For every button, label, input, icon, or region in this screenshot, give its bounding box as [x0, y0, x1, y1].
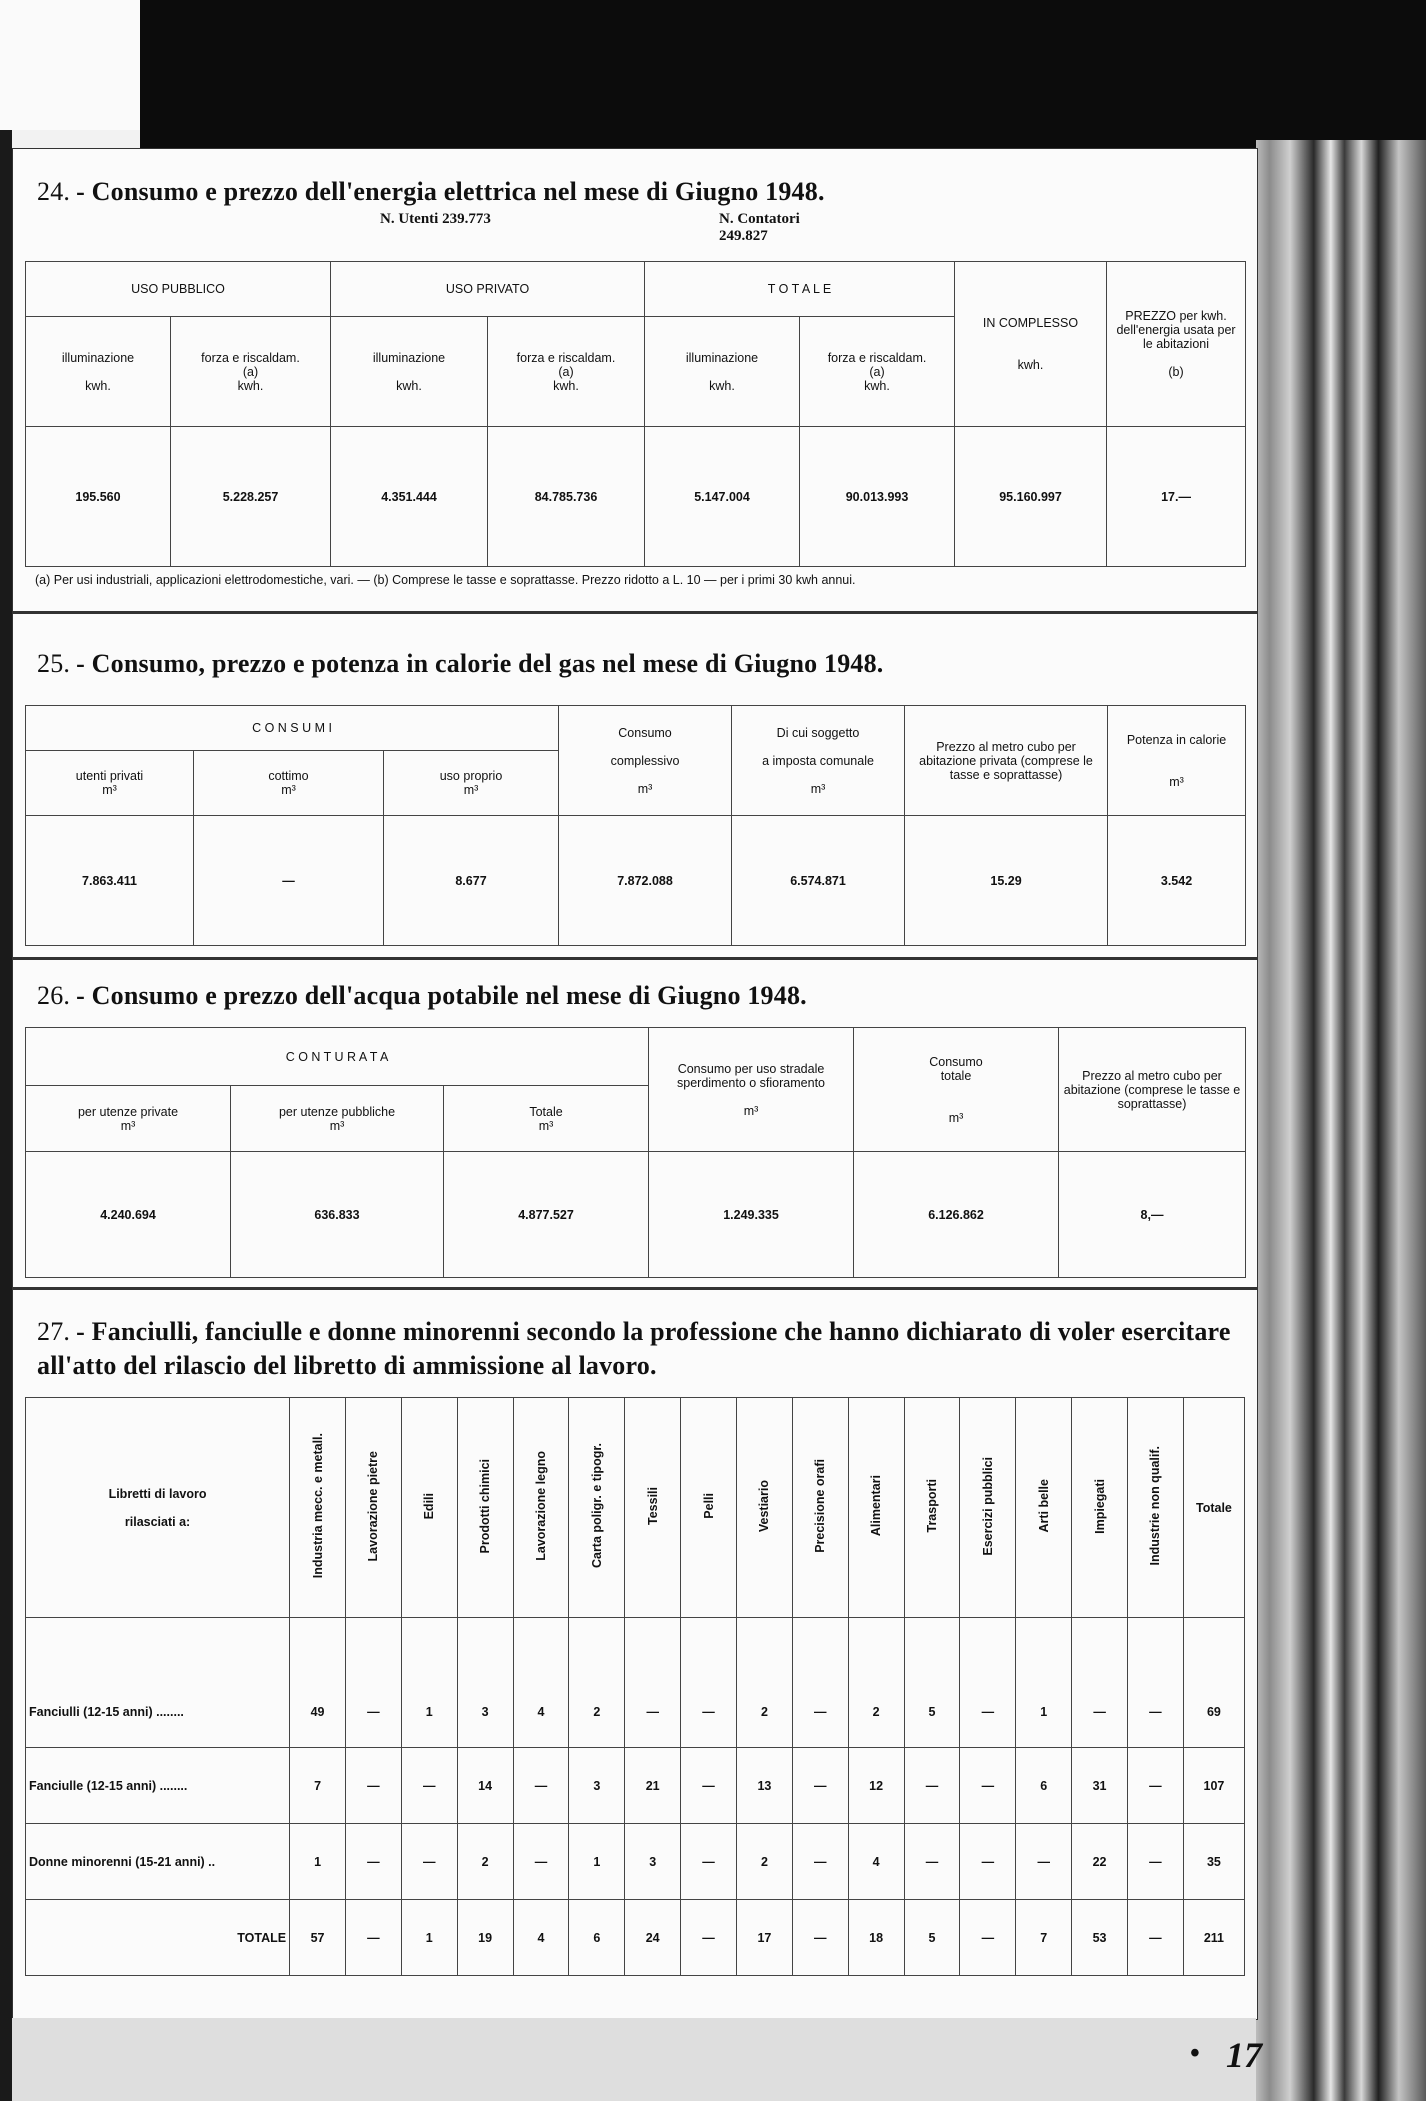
- col-header-profession: Vestiario: [736, 1398, 792, 1618]
- value-cell: 1: [401, 1618, 457, 1748]
- table-gas: [25, 705, 1246, 946]
- value-cell: 8,—: [1059, 1152, 1246, 1278]
- col-tot-forza: forza e riscaldam. (a) kwh.: [800, 317, 955, 427]
- document-page: [12, 148, 1258, 2020]
- value-cell: —: [345, 1824, 401, 1900]
- value-cell: 636.833: [231, 1152, 444, 1278]
- value-cell: 4: [513, 1900, 569, 1976]
- value-cell: —: [194, 816, 384, 946]
- value-cell: 95.160.997: [955, 427, 1107, 567]
- value-cell: 12: [848, 1748, 904, 1824]
- row-label: Fanciulle (12-15 anni) ........: [26, 1748, 290, 1824]
- page-number: 17: [1226, 2035, 1262, 2075]
- value-cell: —: [401, 1824, 457, 1900]
- table-row: [26, 1824, 1245, 1900]
- value-cell: —: [960, 1748, 1016, 1824]
- value-cell: 3: [569, 1748, 625, 1824]
- value-cell: —: [1128, 1748, 1184, 1824]
- value-cell: 7.872.088: [559, 816, 732, 946]
- col-header-profession: Industria mecc. e metall.: [290, 1398, 346, 1618]
- value-cell: 22: [1072, 1824, 1128, 1900]
- value-cell: 5.147.004: [645, 427, 800, 567]
- row-label: TOTALE: [26, 1900, 290, 1976]
- value-cell: 84.785.736: [488, 427, 645, 567]
- value-cell: 5.228.257: [171, 427, 331, 567]
- value-cell: 2: [736, 1618, 792, 1748]
- col-header-profession: Edili: [401, 1398, 457, 1618]
- value-cell: 17.—: [1107, 427, 1246, 567]
- col-prezzo-acqua: Prezzo al metro cubo per abitazione (comprese le tasse e soprattasse): [1059, 1028, 1246, 1152]
- section-27: [37, 1315, 1237, 1383]
- value-cell: 1: [290, 1824, 346, 1900]
- divider: [13, 957, 1257, 960]
- col-header-profession: Industrie non qualif.: [1128, 1398, 1184, 1618]
- value-cell: —: [1016, 1824, 1072, 1900]
- section-27-title: 27. - Fanciulli, fanciulle e donne minorenni secondo la professione che hanno dichiarato di voler esercitare all'atto del rilascio del libretto di ammissione al lavoro.: [37, 1317, 1231, 1380]
- value-cell: 3.542: [1108, 816, 1246, 946]
- value-cell: 53: [1072, 1900, 1128, 1976]
- value-cell: 7: [1016, 1900, 1072, 1976]
- value-cell: 19: [457, 1900, 513, 1976]
- row-total: 35: [1183, 1824, 1244, 1900]
- value-cell: 15.29: [905, 816, 1108, 946]
- col-consumo-complessivo: Consumo complessivo m³: [559, 706, 732, 816]
- row-total: 211: [1183, 1900, 1244, 1976]
- value-cell: —: [792, 1900, 848, 1976]
- value-cell: —: [345, 1618, 401, 1748]
- col-header-profession: Impiegati: [1072, 1398, 1128, 1618]
- value-cell: —: [960, 1824, 1016, 1900]
- value-cell: —: [681, 1618, 737, 1748]
- value-cell: 4: [513, 1618, 569, 1748]
- col-header-profession: Carta poligr. e tipogr.: [569, 1398, 625, 1618]
- value-cell: 57: [290, 1900, 346, 1976]
- value-cell: —: [1128, 1618, 1184, 1748]
- value-cell: —: [792, 1824, 848, 1900]
- section-24: [37, 177, 825, 244]
- value-cell: —: [960, 1900, 1016, 1976]
- value-cell: 24: [625, 1900, 681, 1976]
- value-cell: 90.013.993: [800, 427, 955, 567]
- col-tot-illum: illuminazione kwh.: [645, 317, 800, 427]
- footnote-electricity: (a) Per usi industriali, applicazioni elettrodomestiche, vari. — (b) Comprese le tasse e soprattasse. Prezzo ridotto a L. 10 — per i primi 30 kwh annui.: [35, 573, 856, 587]
- value-cell: 1.249.335: [649, 1152, 854, 1278]
- contatori-count: N. Contatori 249.827: [719, 211, 800, 244]
- table-water: [25, 1027, 1246, 1278]
- col-priv-illum: illuminazione kwh.: [331, 317, 488, 427]
- book-binding-edge: [1256, 140, 1426, 2101]
- col-cottimo: cottimo m³: [194, 751, 384, 816]
- table-minors: [25, 1397, 1245, 1976]
- value-cell: —: [625, 1618, 681, 1748]
- value-cell: 1: [401, 1900, 457, 1976]
- col-header-profession: Lavorazione pietre: [345, 1398, 401, 1618]
- value-cell: 2: [569, 1618, 625, 1748]
- col-uso-proprio: uso proprio m³: [384, 751, 559, 816]
- value-cell: —: [401, 1748, 457, 1824]
- col-priv-forza: forza e riscaldam. (a) kwh.: [488, 317, 645, 427]
- value-cell: 31: [1072, 1748, 1128, 1824]
- col-prezzo-gas: Prezzo al metro cubo per abitazione privata (comprese le tasse e soprattasse): [905, 706, 1108, 816]
- group-in-complesso: IN COMPLESSO kwh.: [955, 262, 1107, 427]
- section-24-title: 24. - Consumo e prezzo dell'energia elettrica nel mese di Giugno 1948.: [37, 177, 825, 206]
- value-cell: 2: [457, 1824, 513, 1900]
- col-utenti-privati: utenti privati m³: [26, 751, 194, 816]
- value-cell: 14: [457, 1748, 513, 1824]
- value-cell: 5: [904, 1900, 960, 1976]
- value-cell: —: [1128, 1900, 1184, 1976]
- col-uso-stradale: Consumo per uso stradale sperdimento o sfioramento m³: [649, 1028, 854, 1152]
- table-row: [26, 1900, 1245, 1976]
- value-cell: 18: [848, 1900, 904, 1976]
- col-totale: Totale m³: [444, 1086, 649, 1152]
- value-cell: —: [681, 1748, 737, 1824]
- col-potenza-calorie: Potenza in calorie m³: [1108, 706, 1246, 816]
- value-cell: 7.863.411: [26, 816, 194, 946]
- value-cell: 2: [848, 1618, 904, 1748]
- value-cell: —: [513, 1748, 569, 1824]
- table-row: [26, 1748, 1245, 1824]
- value-cell: 2: [736, 1824, 792, 1900]
- col-pub-forza: forza e riscaldam. (a) kwh.: [171, 317, 331, 427]
- value-cell: —: [1128, 1824, 1184, 1900]
- col-header-total: Totale: [1183, 1398, 1244, 1618]
- value-cell: 195.560: [26, 427, 171, 567]
- col-header-profession: Trasporti: [904, 1398, 960, 1618]
- utenti-count: N. Utenti 239.773: [380, 211, 491, 227]
- value-cell: 4.240.694: [26, 1152, 231, 1278]
- col-soggetto-imposta: Di cui soggetto a imposta comunale m³: [732, 706, 905, 816]
- value-cell: 6.126.862: [854, 1152, 1059, 1278]
- value-cell: —: [960, 1618, 1016, 1748]
- section-25-title: 25. - Consumo, prezzo e potenza in calorie del gas nel mese di Giugno 1948.: [37, 649, 884, 678]
- divider: [13, 611, 1257, 614]
- scan-left-edge: [0, 130, 12, 2101]
- group-uso-pubblico: USO PUBBLICO: [26, 262, 331, 317]
- value-cell: —: [513, 1824, 569, 1900]
- row-total: 69: [1183, 1618, 1244, 1748]
- col-header-profession: Pelli: [681, 1398, 737, 1618]
- row-total: 107: [1183, 1748, 1244, 1824]
- col-utenze-pubbliche: per utenze pubbliche m³: [231, 1086, 444, 1152]
- value-cell: 6.574.871: [732, 816, 905, 946]
- group-prezzo: PREZZO per kwh. dell'energia usata per le abitazioni (b): [1107, 262, 1246, 427]
- value-cell: 1: [1016, 1618, 1072, 1748]
- value-cell: —: [345, 1900, 401, 1976]
- group-conturata: C O N T U R A T A: [26, 1028, 649, 1086]
- col-header-profession: Tessili: [625, 1398, 681, 1618]
- group-consumi: C O N S U M I: [26, 706, 559, 751]
- col-header-profession: Arti belle: [1016, 1398, 1072, 1618]
- divider: [13, 1287, 1257, 1290]
- value-cell: 21: [625, 1748, 681, 1824]
- value-cell: 3: [457, 1618, 513, 1748]
- scan-bottom-margin: [12, 2018, 1256, 2101]
- section-25: [37, 649, 884, 679]
- value-cell: 4.877.527: [444, 1152, 649, 1278]
- value-cell: 17: [736, 1900, 792, 1976]
- row-header-label: Libretti di lavoro rilasciati a:: [26, 1398, 290, 1618]
- value-cell: 4: [848, 1824, 904, 1900]
- table-electricity: [25, 261, 1246, 567]
- value-cell: 6: [569, 1900, 625, 1976]
- table-row: [26, 1618, 1245, 1748]
- section-26-title: 26. - Consumo e prezzo dell'acqua potabile nel mese di Giugno 1948.: [37, 981, 807, 1010]
- value-cell: 5: [904, 1618, 960, 1748]
- value-cell: 8.677: [384, 816, 559, 946]
- row-label: Fanciulli (12-15 anni) ........: [26, 1618, 290, 1748]
- value-cell: 6: [1016, 1748, 1072, 1824]
- value-cell: 4.351.444: [331, 427, 488, 567]
- value-cell: —: [904, 1748, 960, 1824]
- top-left-margin: [0, 0, 140, 130]
- section-26: [37, 981, 807, 1011]
- value-cell: —: [345, 1748, 401, 1824]
- value-cell: 49: [290, 1618, 346, 1748]
- col-header-profession: Precisione orafi: [792, 1398, 848, 1618]
- value-cell: 3: [625, 1824, 681, 1900]
- bullet-dot: •: [1190, 2038, 1200, 2069]
- scan-top-shadow: [140, 0, 1426, 150]
- value-cell: —: [681, 1824, 737, 1900]
- col-header-profession: Alimentari: [848, 1398, 904, 1618]
- row-label: Donne minorenni (15-21 anni) ..: [26, 1824, 290, 1900]
- col-consumo-totale: Consumo totale m³: [854, 1028, 1059, 1152]
- col-pub-illum: illuminazione kwh.: [26, 317, 171, 427]
- value-cell: —: [792, 1748, 848, 1824]
- group-totale: T O T A L E: [645, 262, 955, 317]
- value-cell: 7: [290, 1748, 346, 1824]
- value-cell: 1: [569, 1824, 625, 1900]
- group-uso-privato: USO PRIVATO: [331, 262, 645, 317]
- value-cell: —: [681, 1900, 737, 1976]
- col-header-profession: Esercizi pubblici: [960, 1398, 1016, 1618]
- value-cell: —: [1072, 1618, 1128, 1748]
- value-cell: —: [792, 1618, 848, 1748]
- value-cell: 13: [736, 1748, 792, 1824]
- col-utenze-private: per utenze private m³: [26, 1086, 231, 1152]
- col-header-profession: Lavorazione legno: [513, 1398, 569, 1618]
- value-cell: —: [904, 1824, 960, 1900]
- col-header-profession: Prodotti chimici: [457, 1398, 513, 1618]
